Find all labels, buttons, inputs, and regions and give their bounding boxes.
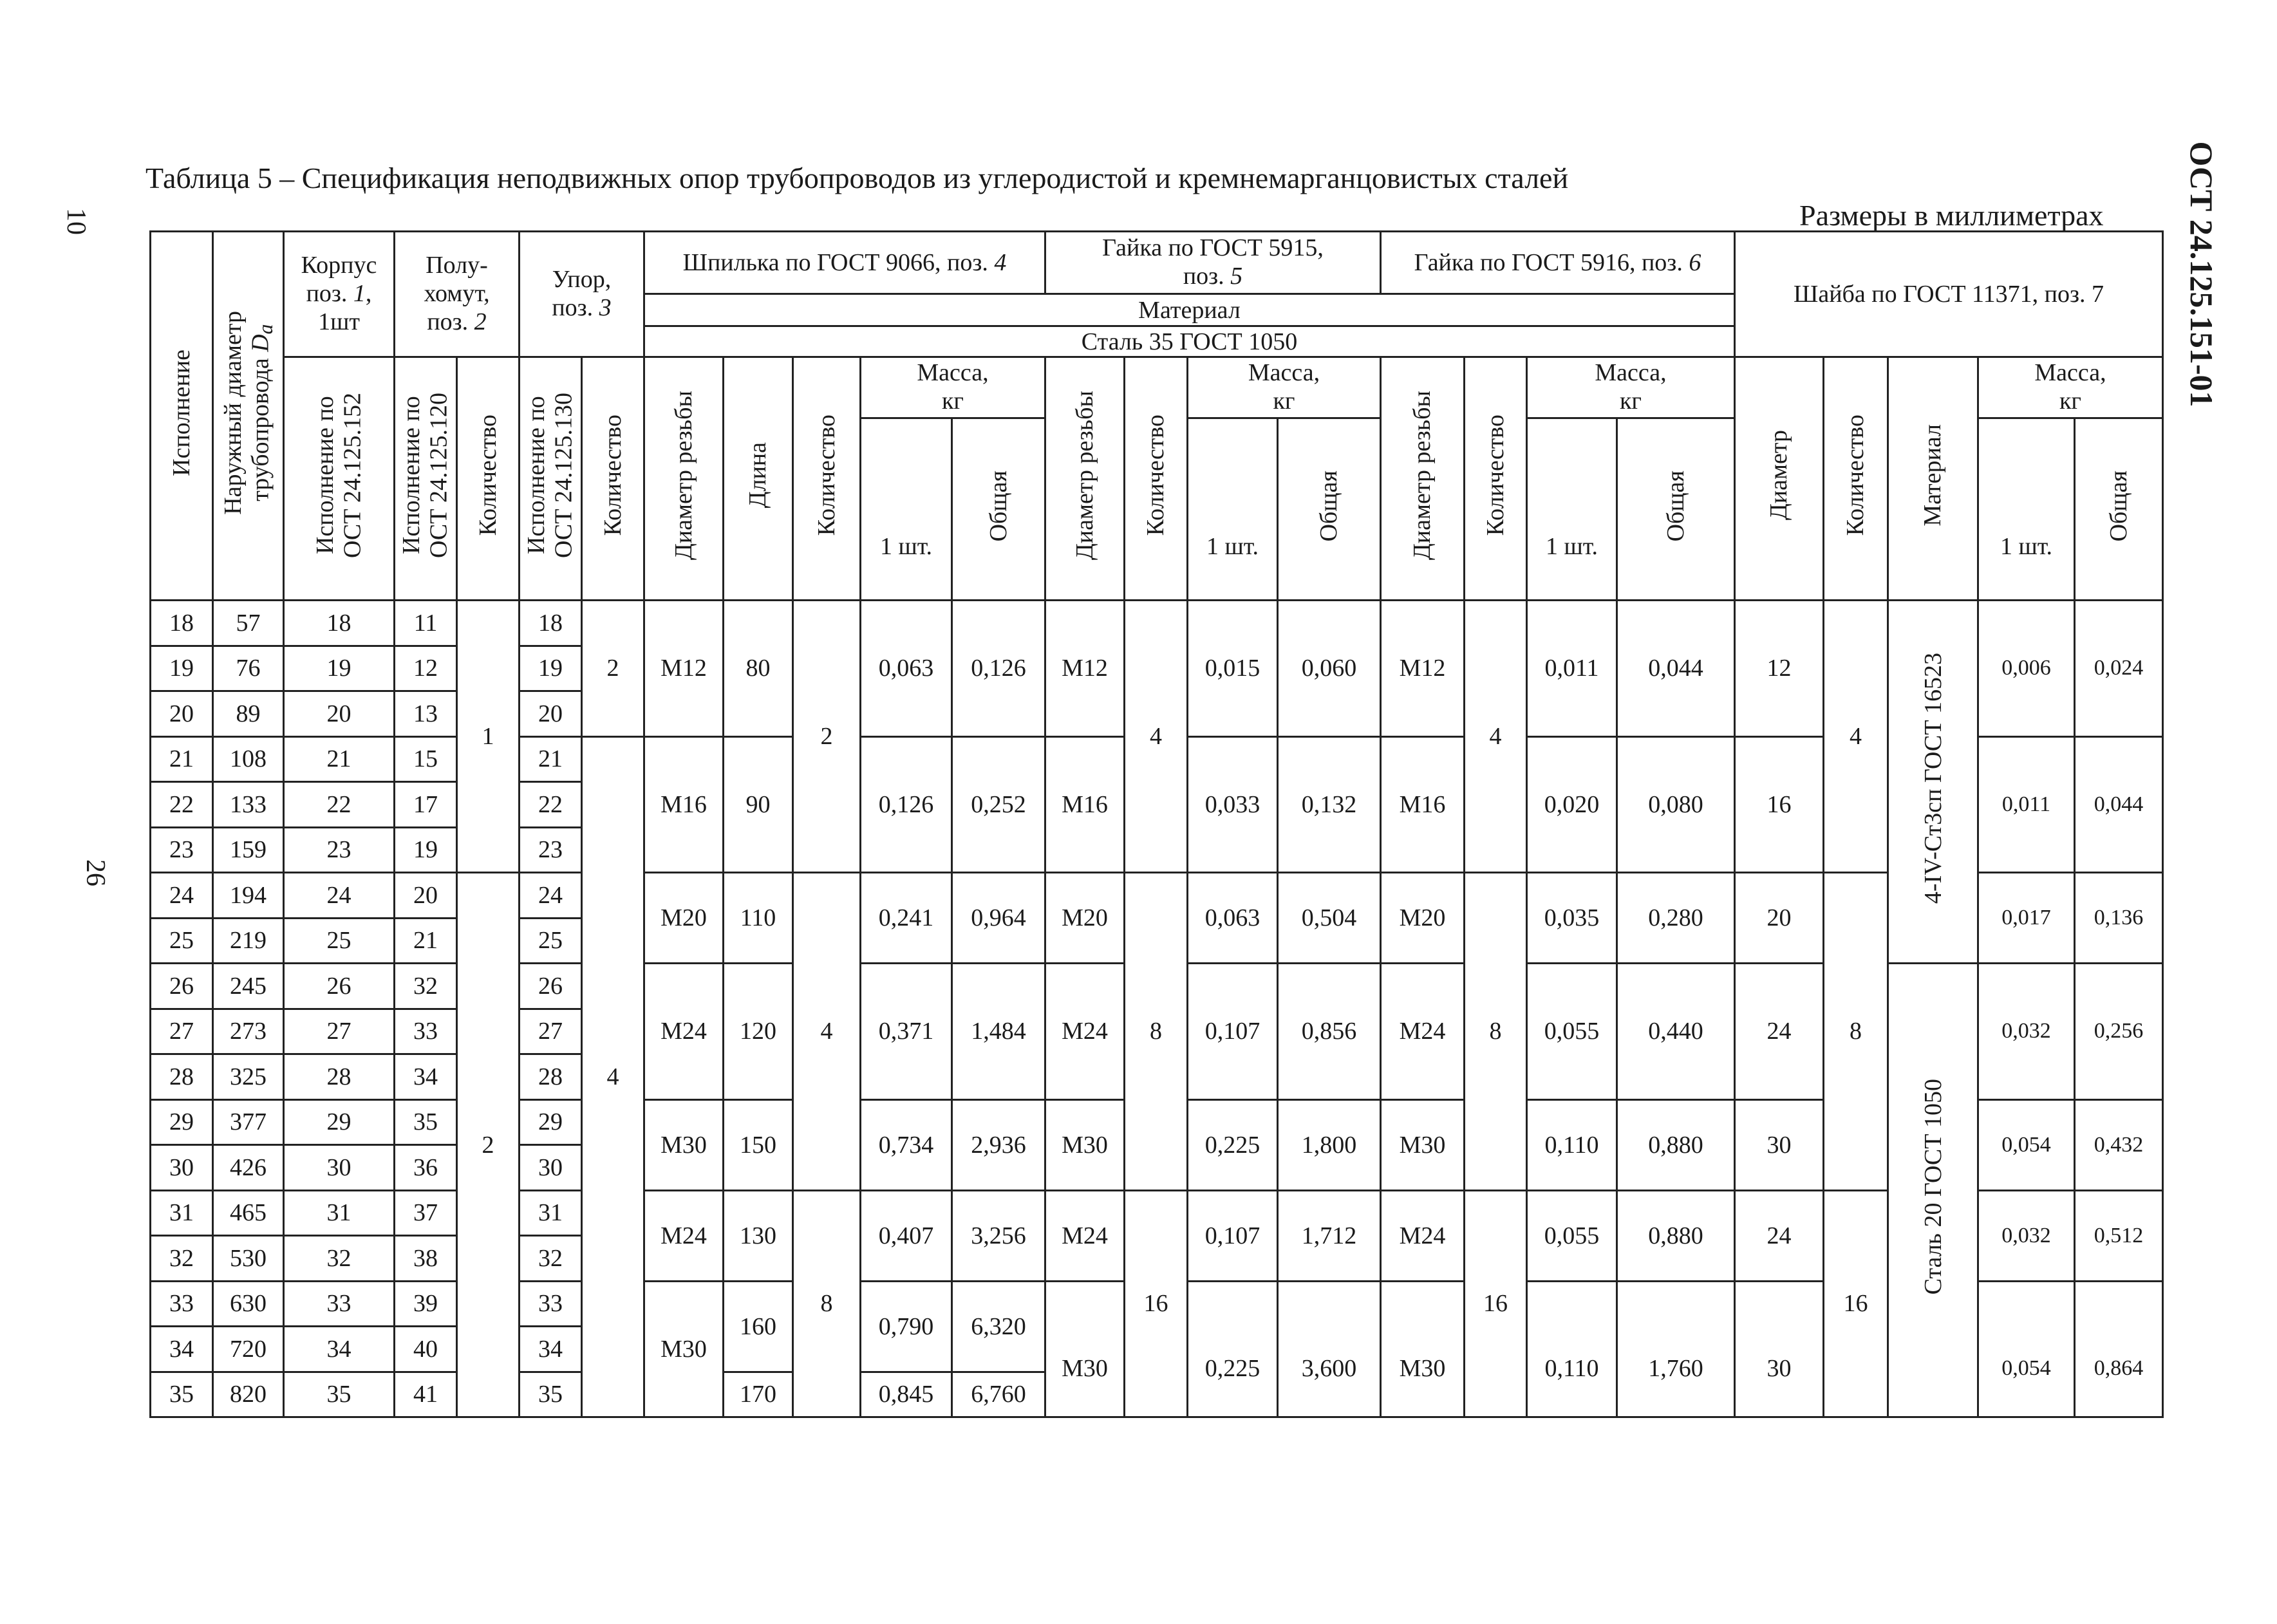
cell-polu: 32 — [395, 964, 457, 1009]
cell-isp: 20 — [151, 691, 213, 737]
cell-nut2-qty: 4 — [1465, 601, 1527, 873]
cell-polu: 13 — [395, 691, 457, 737]
cell-korpus: 24 — [284, 873, 395, 919]
cell-korpus: 34 — [284, 1327, 395, 1372]
table-title: Таблица 5 – Спецификация неподвижных опор трубопроводов из углеродистой и кремнемарганцовистых сталей — [145, 162, 1569, 194]
cell-upor: 31 — [520, 1190, 582, 1236]
cell-stud-m1: 0,407 — [861, 1190, 952, 1281]
cell-w-mt: 0,512 — [2075, 1190, 2163, 1281]
cell-upor: 23 — [520, 827, 582, 873]
shpilka-header: Шпилька по ГОСТ 9066, поз. 4 — [644, 232, 1045, 294]
cell-upor-qty: 4 — [582, 736, 644, 1417]
cell-korpus: 26 — [284, 964, 395, 1009]
cell-upor-qty: 2 — [582, 601, 644, 737]
cell-nut1-mt: 0,856 — [1278, 964, 1381, 1100]
cell-stud-len: 130 — [724, 1190, 793, 1281]
cell-stud-qty: 8 — [793, 1190, 861, 1417]
cell-w-mt: 0,864 — [2075, 1281, 2163, 1417]
col-nut2-mt-header: Общая — [1617, 418, 1735, 601]
cell-upor: 27 — [520, 1009, 582, 1054]
cell-upor: 35 — [520, 1372, 582, 1417]
cell-stud-d: M24 — [644, 964, 724, 1100]
cell-polu: 37 — [395, 1190, 457, 1236]
cell-nut2-mt: 0,880 — [1617, 1190, 1735, 1281]
cell-nut1-d: M16 — [1045, 736, 1125, 873]
cell-da: 57 — [213, 601, 284, 646]
cell-nut2-m1: 0,110 — [1527, 1281, 1617, 1417]
cell-polu: 17 — [395, 782, 457, 828]
cell-w-m1: 0,032 — [1978, 1190, 2075, 1281]
cell-isp: 26 — [151, 964, 213, 1009]
cell-upor: 32 — [520, 1236, 582, 1282]
cell-polu: 34 — [395, 1054, 457, 1100]
cell-stud-m1: 0,241 — [861, 873, 952, 964]
cell-isp: 19 — [151, 646, 213, 691]
cell-korpus: 29 — [284, 1099, 395, 1145]
cell-da: 720 — [213, 1327, 284, 1372]
col-stud-len-header: Длина — [724, 357, 793, 601]
cell-stud-mt: 2,936 — [952, 1099, 1045, 1190]
cell-stud-m1: 0,734 — [861, 1099, 952, 1190]
col-stud-m1-header: 1 шт. — [861, 418, 952, 601]
cell-nut2-d: M12 — [1381, 601, 1465, 737]
cell-stud-len: 90 — [724, 736, 793, 873]
polu-header: Полу- хомут, поз. 2 — [395, 232, 520, 357]
cell-upor: 18 — [520, 601, 582, 646]
cell-polu: 11 — [395, 601, 457, 646]
cell-nut2-m1: 0,020 — [1527, 736, 1617, 873]
w-mass-header: Масса, кг — [1978, 357, 2163, 418]
cell-stud-len: 80 — [724, 601, 793, 737]
cell-w-d: 24 — [1735, 964, 1824, 1100]
cell-upor: 21 — [520, 736, 582, 782]
cell-w-m1: 0,011 — [1978, 736, 2075, 873]
cell-w-d: 12 — [1735, 601, 1824, 737]
cell-stud-mt: 0,126 — [952, 601, 1045, 737]
units-note: Размеры в миллиметрах — [1799, 199, 2104, 232]
cell-polu: 41 — [395, 1372, 457, 1417]
col-w-qty-header: Количество — [1824, 357, 1888, 601]
cell-korpus: 25 — [284, 918, 395, 964]
col-stud-d-header: Диаметр резьбы — [644, 357, 724, 601]
cell-isp: 28 — [151, 1054, 213, 1100]
cell-isp: 21 — [151, 736, 213, 782]
cell-nut2-qty: 16 — [1465, 1190, 1527, 1417]
cell-upor: 34 — [520, 1327, 582, 1372]
cell-polu: 40 — [395, 1327, 457, 1372]
cell-isp: 35 — [151, 1372, 213, 1417]
cell-w-m1: 0,032 — [1978, 964, 2075, 1100]
col-isp-upor-header: Исполнение по ОСТ 24.125.130 — [520, 357, 582, 601]
cell-stud-mt: 6,320 — [952, 1281, 1045, 1372]
cell-da: 325 — [213, 1054, 284, 1100]
cell-upor: 20 — [520, 691, 582, 737]
cell-nut1-m1: 0,225 — [1188, 1281, 1278, 1417]
spec-table — [149, 230, 2164, 1418]
cell-da: 377 — [213, 1099, 284, 1145]
col-isp-polu-header: Исполнение по ОСТ 24.125.120 — [395, 357, 457, 601]
cell-polu: 20 — [395, 873, 457, 919]
cell-w-m1: 0,054 — [1978, 1281, 2075, 1417]
cell-korpus: 22 — [284, 782, 395, 828]
cell-stud-d: M24 — [644, 1190, 724, 1281]
cell-da: 133 — [213, 782, 284, 828]
cell-korpus: 33 — [284, 1281, 395, 1327]
col-polu-qty-header: Количество — [457, 357, 520, 601]
cell-nut2-mt: 0,044 — [1617, 601, 1735, 737]
cell-polu: 39 — [395, 1281, 457, 1327]
cell-stud-m1: 0,126 — [861, 736, 952, 873]
cell-nut1-d: M20 — [1045, 873, 1125, 964]
cell-stud-len: 160 — [724, 1281, 793, 1372]
cell-stud-mt: 0,252 — [952, 736, 1045, 873]
cell-korpus: 18 — [284, 601, 395, 646]
cell-w-material-1: 4-IV-Ст3сп ГОСТ 16523 — [1888, 601, 1978, 964]
cell-stud-qty: 2 — [793, 601, 861, 873]
cell-w-mt: 0,044 — [2075, 736, 2163, 873]
cell-nut2-d: M30 — [1381, 1099, 1465, 1190]
cell-nut1-m1: 0,015 — [1188, 601, 1278, 737]
col-nut2-d-header: Диаметр резьбы — [1381, 357, 1465, 601]
cell-da: 159 — [213, 827, 284, 873]
table-row — [151, 873, 2163, 919]
cell-da: 820 — [213, 1372, 284, 1417]
cell-upor: 22 — [520, 782, 582, 828]
cell-stud-mt: 0,964 — [952, 873, 1045, 964]
col-ispolnenie-header: Исполнение — [151, 232, 213, 601]
cell-nut1-qty: 8 — [1125, 873, 1188, 1191]
cell-stud-mt: 3,256 — [952, 1190, 1045, 1281]
cell-nut1-d: M12 — [1045, 601, 1125, 737]
cell-korpus: 32 — [284, 1236, 395, 1282]
cell-polu: 35 — [395, 1099, 457, 1145]
cell-nut2-mt: 0,880 — [1617, 1099, 1735, 1190]
cell-stud-len: 110 — [724, 873, 793, 964]
cell-stud-d: M12 — [644, 601, 724, 737]
cell-isp: 34 — [151, 1327, 213, 1372]
cell-w-d: 16 — [1735, 736, 1824, 873]
col-isp-korpus-header: Исполнение по ОСТ 24.125.152 — [284, 357, 395, 601]
table-row — [151, 1190, 2163, 1236]
cell-isp: 33 — [151, 1281, 213, 1327]
col-w-d-header: Диаметр — [1735, 357, 1824, 601]
cell-w-mt: 0,024 — [2075, 601, 2163, 737]
cell-isp: 30 — [151, 1145, 213, 1191]
cell-stud-d: M20 — [644, 873, 724, 964]
cell-w-material-2: Сталь 20 ГОСТ 1050 — [1888, 964, 1978, 1417]
col-nut2-m1-header: 1 шт. — [1527, 418, 1617, 601]
gaika1-header: Гайка по ГОСТ 5915, поз. 5 — [1045, 232, 1381, 294]
col-w-m1-header: 1 шт. — [1978, 418, 2075, 601]
cell-polu-qty: 1 — [457, 601, 520, 873]
cell-stud-m1: 0,371 — [861, 964, 952, 1100]
cell-isp: 25 — [151, 918, 213, 964]
cell-nut2-d: M20 — [1381, 873, 1465, 964]
cell-da: 465 — [213, 1190, 284, 1236]
col-w-mat-header: Материал — [1888, 357, 1978, 601]
cell-nut2-m1: 0,035 — [1527, 873, 1617, 964]
cell-da: 630 — [213, 1281, 284, 1327]
cell-nut2-mt: 1,760 — [1617, 1281, 1735, 1417]
cell-nut1-mt: 3,600 — [1278, 1281, 1381, 1417]
cell-korpus: 27 — [284, 1009, 395, 1054]
cell-stud-mt: 1,484 — [952, 964, 1045, 1100]
cell-polu: 19 — [395, 827, 457, 873]
cell-korpus: 20 — [284, 691, 395, 737]
cell-nut2-m1: 0,055 — [1527, 964, 1617, 1100]
cell-nut2-d: M30 — [1381, 1281, 1465, 1417]
cell-nut1-d: M30 — [1045, 1099, 1125, 1190]
shaiba-header: Шайба по ГОСТ 11371, поз. 7 — [1735, 232, 2163, 357]
cell-w-m1: 0,017 — [1978, 873, 2075, 964]
table-row — [151, 601, 2163, 646]
cell-da: 76 — [213, 646, 284, 691]
cell-polu: 36 — [395, 1145, 457, 1191]
cell-w-m1: 0,006 — [1978, 601, 2075, 737]
cell-upor: 29 — [520, 1099, 582, 1145]
cell-nut1-d: M24 — [1045, 1190, 1125, 1281]
cell-korpus: 19 — [284, 646, 395, 691]
cell-polu: 33 — [395, 1009, 457, 1054]
col-nut2-qty-header: Количество — [1465, 357, 1527, 601]
cell-stud-m1: 0,063 — [861, 601, 952, 737]
cell-nut2-d: M24 — [1381, 1190, 1465, 1281]
cell-nut2-d: M16 — [1381, 736, 1465, 873]
cell-nut1-m1: 0,063 — [1188, 873, 1278, 964]
cell-w-qty: 4 — [1824, 601, 1888, 873]
cell-korpus: 30 — [284, 1145, 395, 1191]
cell-w-m1: 0,054 — [1978, 1099, 2075, 1190]
cell-w-qty: 16 — [1824, 1190, 1888, 1417]
cell-upor: 19 — [520, 646, 582, 691]
cell-nut1-d: M30 — [1045, 1281, 1125, 1417]
upor-header: Упор, поз. 3 — [520, 232, 644, 357]
cell-nut1-mt: 1,712 — [1278, 1190, 1381, 1281]
cell-nut1-qty: 4 — [1125, 601, 1188, 873]
cell-nut1-m1: 0,033 — [1188, 736, 1278, 873]
cell-isp: 23 — [151, 827, 213, 873]
cell-upor: 26 — [520, 964, 582, 1009]
col-stud-mt-header: Общая — [952, 418, 1045, 601]
cell-da: 108 — [213, 736, 284, 782]
cell-nut1-m1: 0,225 — [1188, 1099, 1278, 1190]
cell-da: 273 — [213, 1009, 284, 1054]
cell-stud-len: 150 — [724, 1099, 793, 1190]
cell-stud-d: M30 — [644, 1099, 724, 1190]
korpus-header: Корпус поз. 1, 1шт — [284, 232, 395, 357]
col-w-mt-header: Общая — [2075, 418, 2163, 601]
nut1-mass-header: Масса, кг — [1188, 357, 1381, 418]
cell-nut2-mt: 0,080 — [1617, 736, 1735, 873]
cell-korpus: 23 — [284, 827, 395, 873]
cell-nut1-qty: 16 — [1125, 1190, 1188, 1417]
cell-nut2-mt: 0,440 — [1617, 964, 1735, 1100]
cell-isp: 27 — [151, 1009, 213, 1054]
cell-w-d: 20 — [1735, 873, 1824, 964]
cell-korpus: 21 — [284, 736, 395, 782]
col-nut1-d-header: Диаметр резьбы — [1045, 357, 1125, 601]
cell-w-mt: 0,136 — [2075, 873, 2163, 964]
page-number-left: 10 — [61, 208, 91, 235]
cell-nut1-m1: 0,107 — [1188, 964, 1278, 1100]
material-value: Сталь 35 ГОСТ 1050 — [644, 326, 1735, 357]
cell-stud-mt: 6,760 — [952, 1372, 1045, 1417]
cell-da: 245 — [213, 964, 284, 1009]
cell-isp: 18 — [151, 601, 213, 646]
cell-stud-len: 120 — [724, 964, 793, 1100]
cell-polu-qty: 2 — [457, 873, 520, 1417]
cell-nut2-m1: 0,011 — [1527, 601, 1617, 737]
cell-stud-m1: 0,845 — [861, 1372, 952, 1417]
cell-stud-len: 170 — [724, 1372, 793, 1417]
cell-nut2-d: M24 — [1381, 964, 1465, 1100]
stud-mass-header: Масса, кг — [861, 357, 1045, 418]
col-nut1-qty-header: Количество — [1125, 357, 1188, 601]
cell-upor: 30 — [520, 1145, 582, 1191]
gaika2-header: Гайка по ГОСТ 5916, поз. 6 — [1381, 232, 1735, 294]
cell-korpus: 28 — [284, 1054, 395, 1100]
cell-stud-qty: 4 — [793, 873, 861, 1191]
cell-polu: 12 — [395, 646, 457, 691]
cell-isp: 32 — [151, 1236, 213, 1282]
cell-da: 89 — [213, 691, 284, 737]
cell-isp: 22 — [151, 782, 213, 828]
nut2-mass-header: Масса, кг — [1527, 357, 1735, 418]
cell-isp: 31 — [151, 1190, 213, 1236]
material-label: Материал — [644, 294, 1735, 326]
col-stud-qty-header: Количество — [793, 357, 861, 601]
cell-nut2-qty: 8 — [1465, 873, 1527, 1191]
page-number-right: 26 — [80, 859, 110, 886]
cell-nut2-mt: 0,280 — [1617, 873, 1735, 964]
cell-stud-d: M16 — [644, 736, 724, 873]
cell-nut1-d: M24 — [1045, 964, 1125, 1100]
cell-nut2-m1: 0,110 — [1527, 1099, 1617, 1190]
cell-nut2-m1: 0,055 — [1527, 1190, 1617, 1281]
cell-da: 426 — [213, 1145, 284, 1191]
cell-stud-d: M30 — [644, 1281, 724, 1417]
cell-korpus: 35 — [284, 1372, 395, 1417]
cell-nut1-mt: 0,060 — [1278, 601, 1381, 737]
cell-upor: 33 — [520, 1281, 582, 1327]
cell-upor: 24 — [520, 873, 582, 919]
cell-nut1-mt: 0,504 — [1278, 873, 1381, 964]
cell-nut1-mt: 0,132 — [1278, 736, 1381, 873]
cell-w-d: 24 — [1735, 1190, 1824, 1281]
cell-da: 194 — [213, 873, 284, 919]
cell-polu: 21 — [395, 918, 457, 964]
col-nut1-mt-header: Общая — [1278, 418, 1381, 601]
cell-polu: 38 — [395, 1236, 457, 1282]
cell-w-mt: 0,256 — [2075, 964, 2163, 1100]
cell-nut1-mt: 1,800 — [1278, 1099, 1381, 1190]
cell-w-qty: 8 — [1824, 873, 1888, 1191]
cell-da: 530 — [213, 1236, 284, 1282]
cell-polu: 15 — [395, 736, 457, 782]
cell-w-d: 30 — [1735, 1281, 1824, 1417]
cell-nut1-m1: 0,107 — [1188, 1190, 1278, 1281]
cell-isp: 24 — [151, 873, 213, 919]
cell-upor: 28 — [520, 1054, 582, 1100]
standard-designation: ОСТ 24.125.151-01 — [2184, 141, 2220, 407]
col-upor-qty-header: Количество — [582, 357, 644, 601]
col-nut1-m1-header: 1 шт. — [1188, 418, 1278, 601]
cell-stud-m1: 0,790 — [861, 1281, 952, 1372]
cell-upor: 25 — [520, 918, 582, 964]
cell-isp: 29 — [151, 1099, 213, 1145]
cell-da: 219 — [213, 918, 284, 964]
cell-w-d: 30 — [1735, 1099, 1824, 1190]
cell-w-mt: 0,432 — [2075, 1099, 2163, 1190]
col-da-header: Наружный диаметр трубопровода $D_а$ — [213, 232, 284, 601]
cell-korpus: 31 — [284, 1190, 395, 1236]
